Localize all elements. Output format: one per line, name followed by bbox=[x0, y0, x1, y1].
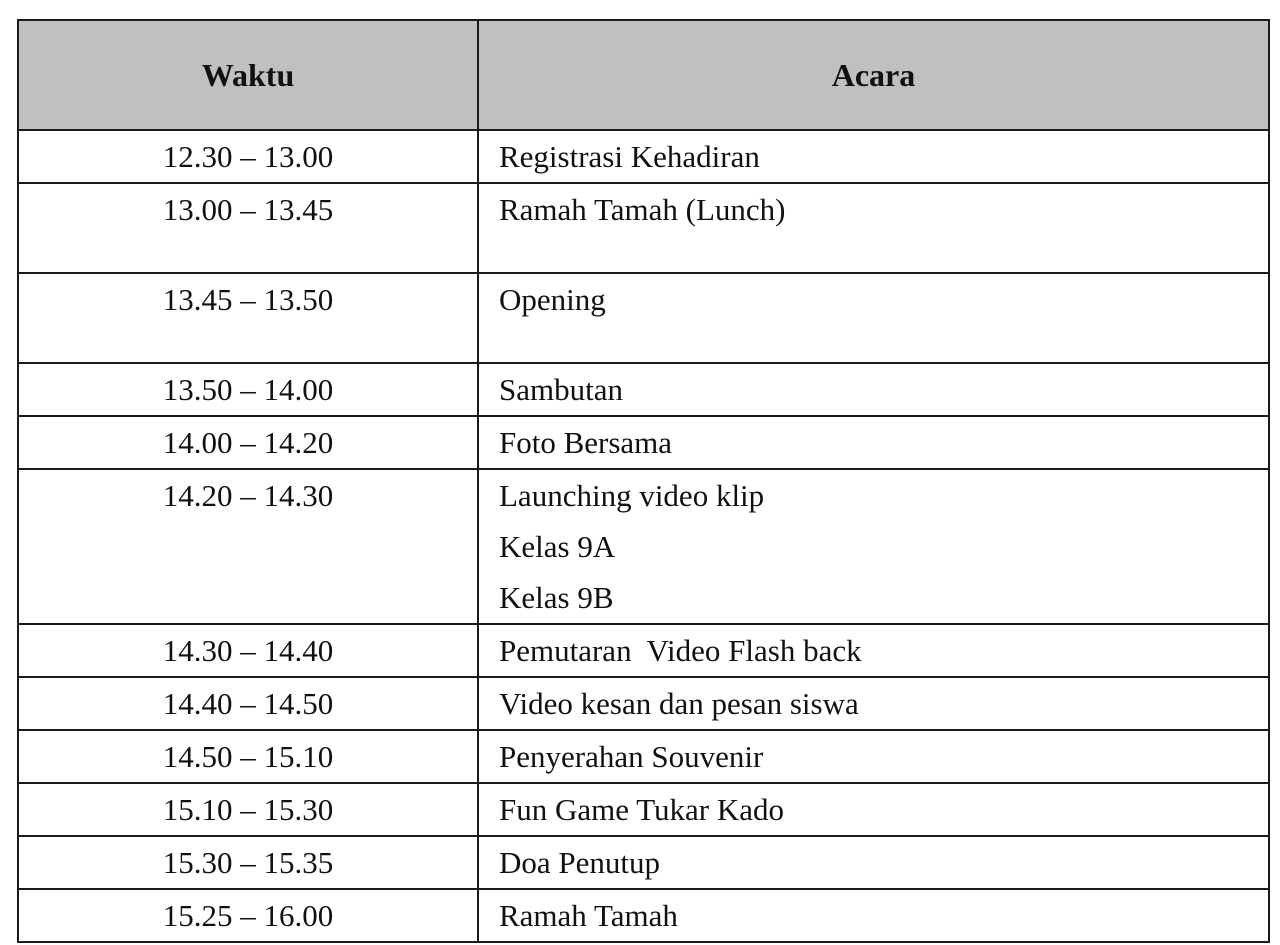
event-text: Ramah Tamah bbox=[499, 898, 678, 933]
table-row bbox=[18, 469, 1269, 624]
event-cell bbox=[478, 469, 1269, 624]
event-text: Foto Bersama bbox=[499, 425, 673, 460]
event-cell bbox=[478, 677, 1269, 730]
event-cell bbox=[478, 836, 1269, 889]
time-cell: 14.30 – 14.40 bbox=[18, 624, 478, 677]
schedule-table bbox=[17, 19, 1270, 943]
event-text: Sambutan bbox=[499, 372, 623, 407]
event-cell bbox=[478, 130, 1269, 183]
time-cell: 13.00 – 13.45 bbox=[18, 183, 478, 273]
time-cell: 13.45 – 13.50 bbox=[18, 273, 478, 363]
event-text: Ramah Tamah (Lunch) bbox=[499, 192, 786, 227]
table-row bbox=[18, 130, 1269, 183]
event-text: Video kesan dan pesan siswa bbox=[499, 686, 859, 721]
time-cell: 14.00 – 14.20 bbox=[18, 416, 478, 469]
event-text: Launching video klip bbox=[499, 478, 765, 513]
event-text: Registrasi Kehadiran bbox=[499, 139, 760, 174]
table-row bbox=[18, 836, 1269, 889]
time-cell: 15.30 – 15.35 bbox=[18, 836, 478, 889]
event-cell bbox=[478, 889, 1269, 942]
event-cell bbox=[478, 273, 1269, 363]
event-text: Doa Penutup bbox=[499, 845, 661, 880]
event-text: Penyerahan Souvenir bbox=[499, 739, 764, 774]
table-row bbox=[18, 677, 1269, 730]
event-cell bbox=[478, 363, 1269, 416]
event-text: Kelas 9A bbox=[499, 529, 616, 564]
event-cell bbox=[478, 730, 1269, 783]
table-row bbox=[18, 183, 1269, 273]
table-row bbox=[18, 273, 1269, 363]
time-cell: 14.40 – 14.50 bbox=[18, 677, 478, 730]
event-text: Kelas 9B bbox=[499, 580, 614, 615]
table-row bbox=[18, 730, 1269, 783]
event-cell bbox=[478, 416, 1269, 469]
table-row bbox=[18, 416, 1269, 469]
time-cell: 14.20 – 14.30 bbox=[18, 469, 478, 624]
time-cell: 13.50 – 14.00 bbox=[18, 363, 478, 416]
event-cell bbox=[478, 783, 1269, 836]
event-cell bbox=[478, 624, 1269, 677]
event-cell bbox=[478, 183, 1269, 273]
table-row bbox=[18, 783, 1269, 836]
time-cell: 12.30 – 13.00 bbox=[18, 130, 478, 183]
time-cell: 15.25 – 16.00 bbox=[18, 889, 478, 942]
event-text: Opening bbox=[499, 282, 606, 317]
event-text: Pemutaran Video Flash back bbox=[499, 633, 862, 668]
table-row bbox=[18, 363, 1269, 416]
event-text: Fun Game Tukar Kado bbox=[499, 792, 785, 827]
table-row bbox=[18, 624, 1269, 677]
table-row bbox=[18, 889, 1269, 942]
time-cell: 15.10 – 15.30 bbox=[18, 783, 478, 836]
header-time: Waktu bbox=[18, 20, 478, 130]
time-cell: 14.50 – 15.10 bbox=[18, 730, 478, 783]
header-event: Acara bbox=[478, 20, 1269, 130]
header-row bbox=[18, 20, 1269, 130]
